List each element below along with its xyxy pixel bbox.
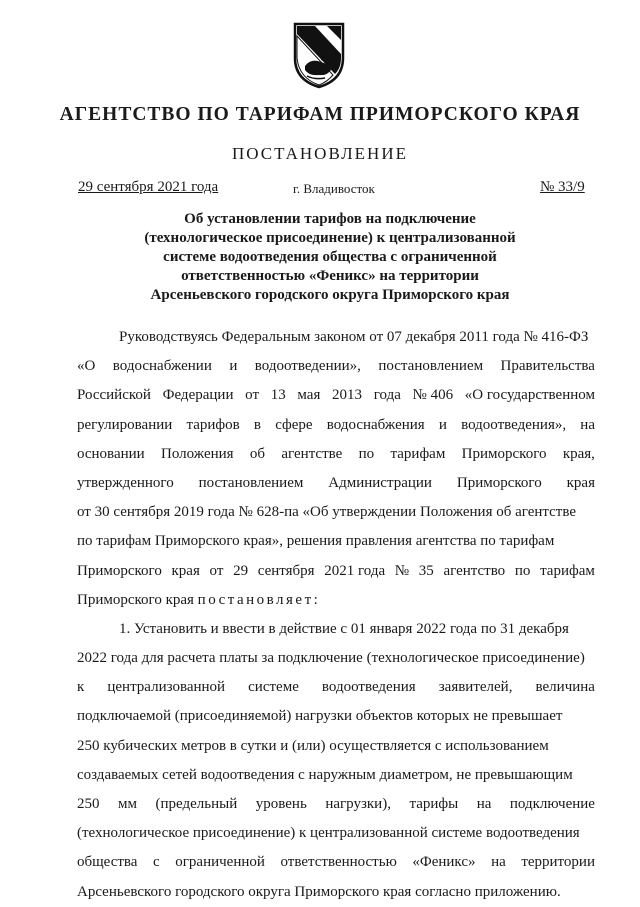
item-line: создаваемых сетей водоотведения с наружным диаметром, не превышающим xyxy=(77,766,573,783)
item-line: 250 кубических метров в сутки и (или) осуществляется с использованием xyxy=(77,737,549,754)
title-line: системе водоотведения общества с ограниченной xyxy=(163,249,497,265)
preamble-line: регулировании тарифов в сфере водоснабжения и водоотведения», на xyxy=(77,416,595,433)
preamble-line: Приморского края от 29 сентября 2021 года № 35 агентство по тарифам xyxy=(77,562,595,579)
preamble-line: Приморского края постановляет: xyxy=(77,586,595,615)
document-city: г. Владивосток xyxy=(293,181,375,196)
title-line: Об установлении тарифов на подключение xyxy=(184,211,476,227)
title-line: (технологическое присоединение) к централизованной xyxy=(144,230,516,246)
title-line: ответственностью «Феникс» на территории xyxy=(181,268,479,284)
preamble-line: основании Положения об агентстве по тарифам Приморского края, xyxy=(77,445,595,462)
item-line: общества с ограниченной ответственностью «Феникс» на территории xyxy=(77,854,595,871)
item-line: к централизованной системе водоотведения заявителей, величина xyxy=(77,679,595,696)
preamble-line: от 30 сентября 2019 года № 628-па «Об утверждении Положения об агентстве xyxy=(77,504,577,521)
item-line: (технологическое присоединение) к централизованной системе водоотведения xyxy=(77,825,580,842)
document-date: 29 сентября 2021 года xyxy=(78,179,219,195)
item-line: 2022 года для расчета платы за подключение (технологическое присоединение) xyxy=(77,650,585,667)
document-body xyxy=(77,323,595,907)
agency-name: АГЕНТСТВО ПО ТАРИФАМ ПРИМОРСКОГО КРАЯ xyxy=(59,104,581,125)
title-line: Арсеньевского городского округа Приморского края xyxy=(150,287,510,303)
item-line: Арсеньевского городского округа Приморского края согласно приложению. xyxy=(77,883,561,900)
item-line: 250 мм (предельный уровень нагрузки), тарифы на подключение xyxy=(77,796,595,812)
preamble-line: утвержденного постановлением Администрации Приморского края xyxy=(77,474,595,491)
preamble-line: по тарифам Приморского края», решения правления агентства по тарифам xyxy=(77,533,555,550)
coat-of-arms-icon xyxy=(291,20,347,90)
preamble-line: Руководствуясь Федеральным законом от 07 декабря 2011 года № 416-ФЗ xyxy=(119,329,589,345)
preamble-line: «О водоснабжении и водоотведении», постановлением Правительства xyxy=(77,358,595,375)
document-title xyxy=(130,210,530,305)
resolves-word: постановляет: xyxy=(197,591,321,608)
preamble-line: Российской Федерации от 13 мая 2013 года № 406 «О государственном xyxy=(77,387,595,404)
document-type: ПОСТАНОВЛЕНИЕ xyxy=(231,144,408,163)
item-line: 1. Установить и ввести в действие с 01 января 2022 года по 31 декабря xyxy=(119,620,569,637)
document-number: № 33/9 xyxy=(540,179,585,195)
item-line: подключаемой (присоединяемой) нагрузки объектов которых не превышает xyxy=(77,708,563,725)
